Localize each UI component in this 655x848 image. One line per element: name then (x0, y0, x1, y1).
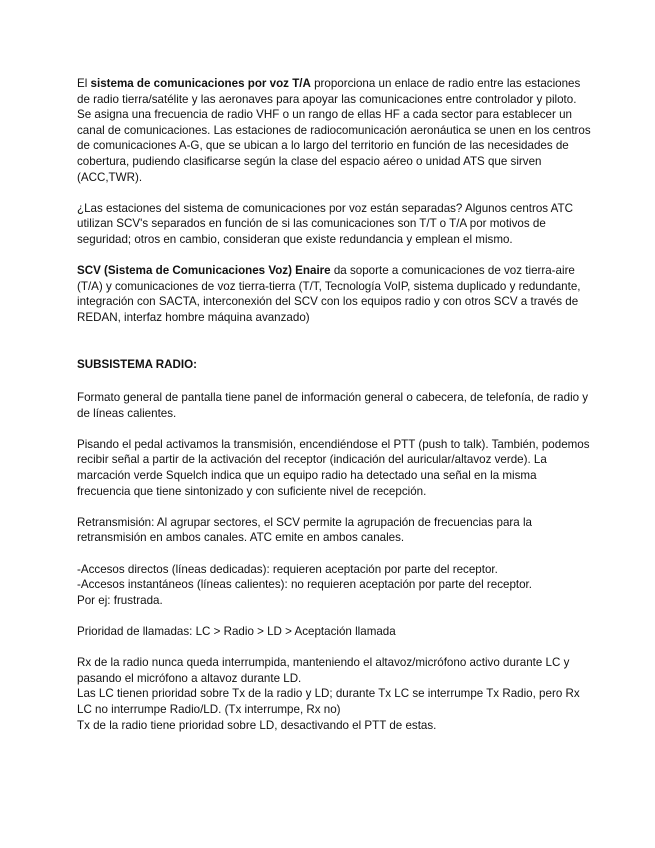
lc-priority-line: Las LC tienen prioridad sobre Tx de la radio y LD; durante Tx LC se interrumpe Tx Radio, pero Rx LC no interrumpe Radio/LD. (Tx interrumpe, Rx no) (77, 687, 580, 716)
paragraph-rx-tx-rules (77, 655, 593, 733)
paragraph-intro (77, 76, 593, 185)
paragraph-scv-enaire (77, 263, 593, 325)
access-instant-line: -Accesos instantáneos (líneas calientes): no requieren aceptación por parte del receptor. (77, 578, 532, 592)
paragraph-retransmission: Retransmisión: Al agrupar sectores, el SCV permite la agrupación de frecuencias para la retransmisión en ambos canales. ATC emite en ambos canales. (77, 515, 532, 545)
paragraph-access-types (77, 562, 593, 609)
tx-priority-line: Tx de la radio tiene prioridad sobre LD, desactivando el PTT de estas. (77, 718, 437, 732)
intro-pre: El (77, 77, 91, 90)
intro-body: proporciona un enlace de radio entre las estaciones de radio tierra/satélite y las aeronaves para apoyar las comunicaciones entre controlador y piloto. Se asigna una frecuencia de radio VHF o un rango de ellas HF a cada sector para establecer un canal de comunicaciones. Las estaciones de radiocomunicación aeronáutica se unen en los centros de comunicaciones A-G, que se ubican a lo largo del territorio en función de las necesidades de cobertura, pudiendo clasificarse según la clase del espacio aéreo o unidad ATS que sirven (ACC,TWR). (77, 77, 591, 184)
intro-bold-term: sistema de comunicaciones por voz T/A (90, 77, 311, 90)
section-heading: SUBSISTEMA RADIO: (77, 357, 198, 371)
paragraph-separation: ¿Las estaciones del sistema de comunicaciones por voz están separadas? Algunos centros ATC utilizan SCV's separados en función de si las comunicaciones son T/T o T/A por motivos de seguridad; otros en cambio, consideran que existe redundancia y emplean el mismo. (77, 201, 574, 246)
access-example-line: Por ej: frustrada. (77, 593, 163, 607)
scv-body: da soporte a comunicaciones de voz tierra-aire (T/A) y comunicaciones de voz tierra-tierra (T/T, Tecnología VoIP, sistema duplicado y redundante, integración con SACTA, interconexión del SCV con los equipos radio y con otros SCV a través de REDAN, interfaz hombre máquina avanzado) (77, 264, 581, 324)
access-direct-line: -Accesos directos (líneas dedicadas): requieren aceptación por parte del receptor. (77, 562, 498, 576)
paragraph-screen-format: Formato general de pantalla tiene panel de información general o cabecera, de telefonía, de radio y de líneas calientes. (77, 391, 589, 420)
document-page (77, 76, 593, 733)
scv-bold-term: SCV (Sistema de Comunicaciones Voz) Enaire (77, 264, 331, 278)
paragraph-ptt: Pisando el pedal activamos la transmisión, encendiéndose el PTT (push to talk). También, podemos recibir señal a partir de la activación del receptor (indicación del auricular/altavoz verde). La marcación verde Squelch indica que un equipo radio ha detectado una señal en la misma frecuencia que tiene sintonizado y con suficiente nivel de recepción. (77, 437, 590, 498)
paragraph-call-priority: Prioridad de llamadas: LC > Radio > LD > Aceptación llamada (77, 625, 396, 638)
rx-rule-line: Rx de la radio nunca queda interrumpida, manteniendo el altavoz/micrófono activo durante LC y pasando el micrófono a altavoz durante LD. (77, 656, 570, 685)
